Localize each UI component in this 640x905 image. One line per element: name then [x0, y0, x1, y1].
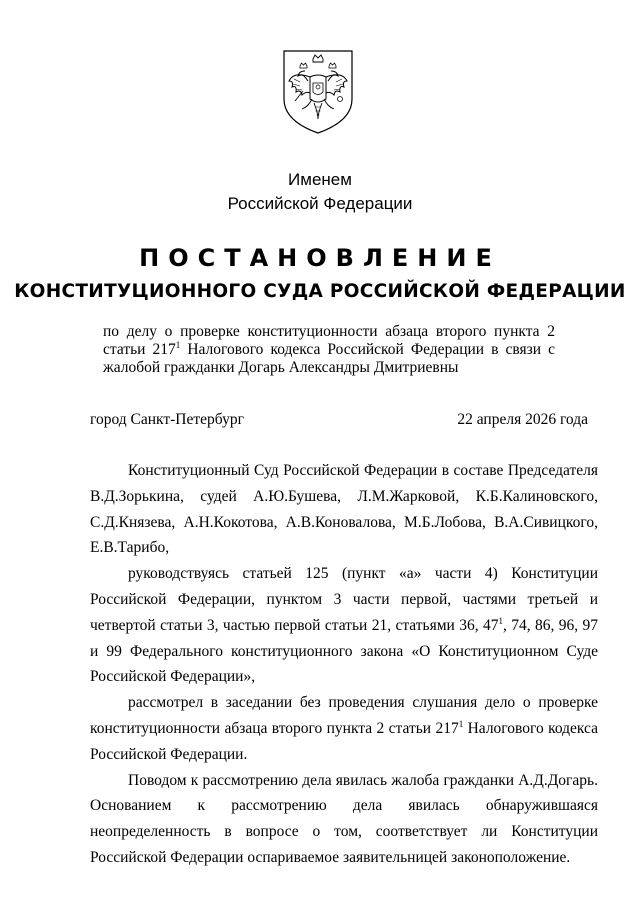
place-label: город Санкт-Петербург: [90, 411, 244, 428]
legal-basis-superscript: 1: [498, 615, 503, 626]
russian-federation-line: Российской Федерации: [227, 194, 413, 213]
in-the-name-line: Именем: [288, 170, 352, 189]
paragraph-court-composition: Конституционный Суд Российской Федерации в составе Председателя В.Д.Зорькина, судей А.Ю.Бушева, Л.М.Жарковой, К.Б.Калиновского, С.Д.Князева, А.Н.Кокотова, А.В.Коновалова, М.Б.Лобова, В.А.Сивицкого, Е.В.Тарибо,: [90, 462, 598, 557]
case-superscript: 1: [175, 339, 181, 350]
paragraph-legal-basis: [90, 561, 598, 690]
russian-coat-of-arms-emblem: [280, 47, 356, 135]
case-text-part2: Налогового кодекса Российской Федерации в связи с жалобой гражданки Догарь Александры Дмитриевны: [103, 341, 555, 376]
paragraph-considered: [90, 690, 598, 767]
considered-part2: Налогового кодекса Российской Федерации.: [90, 719, 598, 763]
legal-basis-part1: руководствуясь статьей 125 (пункт «а» части 4) Конституции Российской Федерации, пунктом 3 части первой, частями третьей и четвертой статьи 3, частью первой статьи 21, статьями 36, 47: [90, 565, 598, 634]
date-label: 22 апреля 2026 года: [457, 411, 588, 428]
considered-part1: рассмотрел в заседании без проведения слушания дело о проверке конституционности абзаца второго пункта 2 статьи 217: [90, 694, 598, 737]
case-text-part1: по делу о проверке конституционности абзаца второго пункта 2 статьи 217: [103, 323, 555, 358]
court-name-subtitle: КОНСТИТУЦИОННОГО СУДА РОССИЙСКОЙ ФЕДЕРАЦИИ: [14, 281, 626, 302]
case-description: [103, 323, 555, 377]
legal-basis-part2: , 74, 86, 96, 97 и 99 Федерального конституционного закона «О Конституционном Суде Российской Федерации»,: [90, 616, 598, 686]
double-headed-eagle-icon: [280, 47, 356, 135]
considered-superscript: 1: [458, 718, 464, 729]
document-title: ПОСТАНОВЛЕНИЕ: [139, 244, 501, 272]
paragraph-reason: Поводом к рассмотрению дела явилась жалоба гражданки А.Д.Догарь. Основанием к рассмотрению дела явилась обнаружившаяся неопределенность в вопросе о том, соответствует ли Конституции Российской Федерации оспариваемое заявительницей законоположение.: [90, 771, 598, 866]
resolution-body: [90, 458, 598, 871]
